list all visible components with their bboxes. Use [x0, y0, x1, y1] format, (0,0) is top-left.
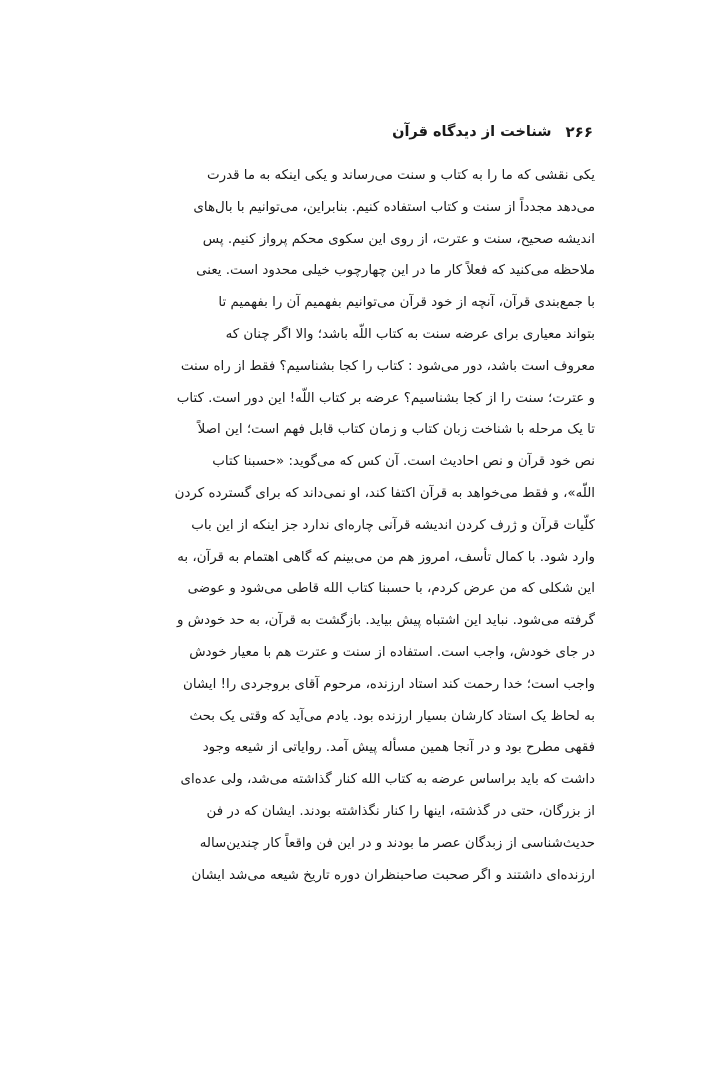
text-line: تا یک مرحله با شناخت زبان کتاب و زمان کتاب قابل فهم است؛ این اصلاً	[197, 422, 595, 438]
running-title: شناخت از دیدگاه قرآن	[392, 124, 552, 140]
text-line: ملاحظه می‌کنید که فعلاً کار ما در این چهارچوب خیلی محدود است. یعنی	[196, 263, 595, 279]
text-line: بتواند معیاری برای عرضه سنت به کتاب اللّه باشد؛ والا اگر چنان که	[225, 326, 595, 342]
text-line: فقهی مطرح بود و در آنجا همین مسأله پیش آمد. روایاتی از شیعه وجود	[202, 740, 595, 756]
text-line: داشت که باید براساس عرضه به کتاب الله کنار گذاشته می‌شد، ولی عده‌ای	[180, 772, 595, 788]
text-line: گرفته می‌شود. نباید این اشتباه پیش بیاید. بازگشت به قرآن، به حد خودش و	[177, 613, 595, 629]
text-line: کلّیات قرآن و ژرف کردن اندیشه قرآنی چاره‌ای ندارد جز اینکه از این باب	[191, 517, 595, 533]
text-line: و عترت؛ سنت را از کجا بشناسیم؟ عرضه بر کتاب اللّه! این دور است. کتاب	[176, 390, 595, 406]
running-header	[113, 120, 593, 144]
text-line: نص خود قرآن و نص احادیث است. آن کس که می‌گوید: «حسبنا کتاب	[212, 454, 595, 470]
text-line: اللّه»، و فقط می‌خواهد به قرآن اکتفا کند، او نمی‌داند که برای گسترده کردن	[174, 485, 595, 501]
text-line: واجب است؛ خدا رحمت کند استاد ارزنده، مرحوم آقای بروجردی را! ایشان	[183, 676, 595, 692]
text-line: این شکلی که من عرض کردم، با حسبنا کتاب الله قاطی می‌شود و عوضی	[187, 581, 595, 597]
page-number: ۲۶۶	[565, 123, 593, 141]
text-line: با جمع‌بندی قرآن، آنچه از خود قرآن می‌توانیم بفهمیم آن را بفهمیم تا	[218, 295, 595, 311]
text-line: اندیشه صحیح، سنت و عترت، از روی این سکوی محکم پرواز کنیم. پس	[202, 231, 595, 247]
text-line: در جای خودش، واجب است. استفاده از سنت و عترت هم با معیار خودش	[189, 644, 595, 660]
text-line: به لحاظ یک استاد کارشان بسیار ارزنده بود. یادم می‌آید که وقتی یک بحث	[189, 708, 595, 724]
body-text	[113, 160, 595, 891]
text-line: ارزنده‌ای داشتند و اگر صحبت صاحبنظران دوره تاریخ شیعه می‌شد ایشان	[191, 867, 595, 883]
text-line: وارد شود. با کمال تأسف، امروز هم من می‌بینم که گاهی اهتمام به قرآن، به	[177, 549, 595, 565]
text-line: می‌دهد مجدداً از سنت و کتاب استفاده کنیم. بنابراین، می‌توانیم با بال‌های	[193, 199, 595, 215]
text-line: یکی نقشی که ما را به کتاب و سنت می‌رساند و یکی اینکه به ما قدرت	[207, 168, 595, 183]
text-line: از بزرگان، حتی در گذشته، اینها را کنار نگذاشته بودند. ایشان که در فن	[206, 803, 595, 819]
text-line: حدیث‌شناسی از زبدگان عصر ما بودند و در این فن واقعاً کار چندین‌ساله	[199, 835, 595, 851]
text-line: معروف است باشد، دور می‌شود : کتاب را کجا بشناسیم؟ فقط از راه سنت	[180, 358, 595, 374]
